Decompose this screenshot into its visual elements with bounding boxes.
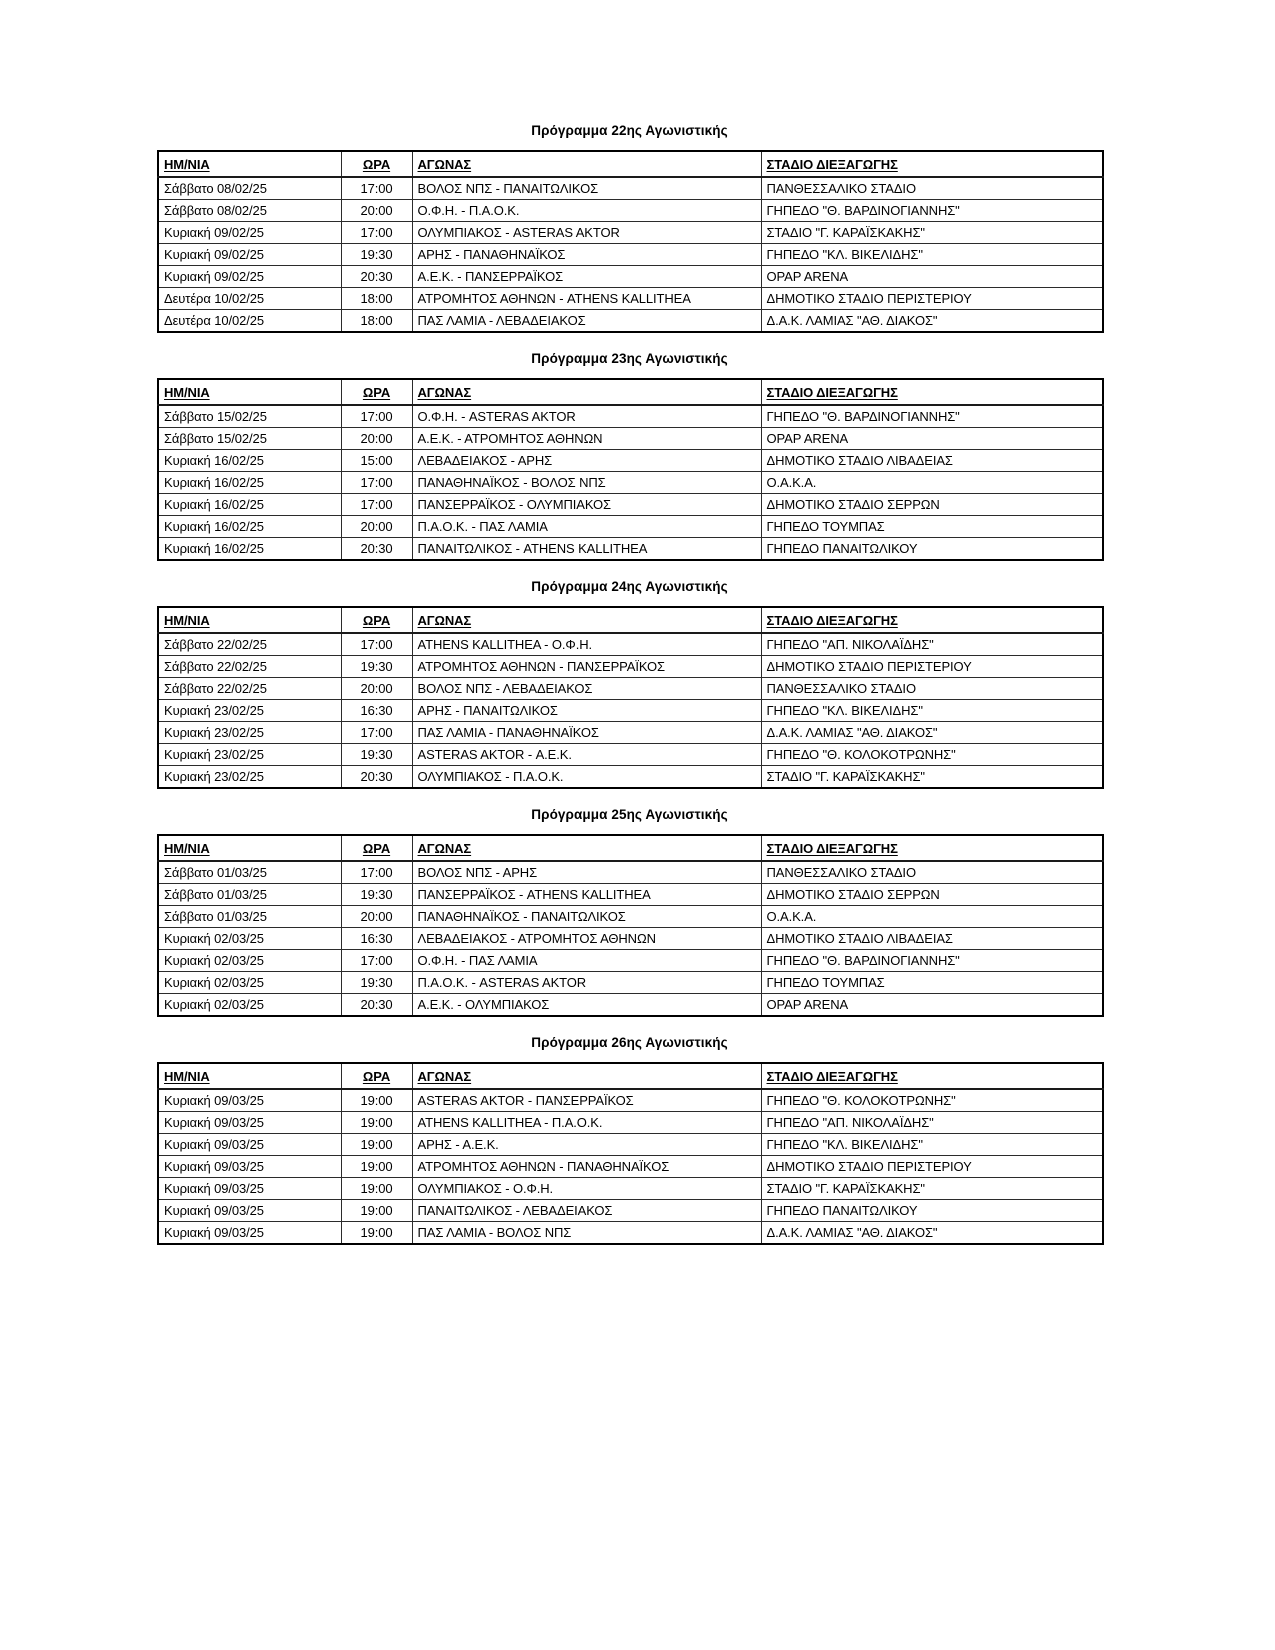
column-header-stadium: [761, 607, 1103, 633]
stadium-cell: OPAP ARENA: [761, 266, 1103, 288]
table-row: [158, 972, 1103, 994]
column-header-date: [158, 151, 341, 177]
column-header-label: ΑΓΩΝΑΣ: [417, 612, 472, 628]
stadium-cell: ΓΗΠΕΔΟ "ΑΠ. ΝΙΚΟΛΑΪΔΗΣ": [761, 633, 1103, 656]
schedule-table: [157, 150, 1104, 333]
match-cell: ΑΡΗΣ - Α.Ε.Κ.: [412, 1134, 761, 1156]
column-header-label: ΑΓΩΝΑΣ: [417, 1068, 472, 1084]
match-cell: ΑΡΗΣ - ΠΑΝΑΙΤΩΛΙΚΟΣ: [412, 700, 761, 722]
table-row: [158, 1156, 1103, 1178]
stadium-cell: Δ.Α.Κ. ΛΑΜΙΑΣ "ΑΘ. ΔΙΑΚΟΣ": [761, 1222, 1103, 1245]
time-cell: 17:00: [341, 950, 412, 972]
table-row: [158, 1089, 1103, 1112]
table-row: [158, 177, 1103, 200]
match-cell: Ο.Φ.Η. - ΠΑΣ ΛΑΜΙΑ: [412, 950, 761, 972]
schedule-table-body: [158, 405, 1103, 560]
date-cell: Σάββατο 22/02/25: [158, 633, 341, 656]
match-cell: ΛΕΒΑΔΕΙΑΚΟΣ - ΑΡΗΣ: [412, 450, 761, 472]
stadium-cell: ΓΗΠΕΔΟ "ΚΛ. ΒΙΚΕΛΙΔΗΣ": [761, 244, 1103, 266]
column-header-match: [412, 607, 761, 633]
stadium-cell: ΠΑΝΘΕΣΣΑΛΙΚΟ ΣΤΑΔΙΟ: [761, 678, 1103, 700]
column-header-label: ΑΓΩΝΑΣ: [417, 384, 472, 400]
column-header-time: [341, 835, 412, 861]
time-cell: 19:00: [341, 1134, 412, 1156]
time-cell: 20:00: [341, 906, 412, 928]
match-cell: ΠΑΝΑΘΗΝΑΪΚΟΣ - ΠΑΝΑΙΤΩΛΙΚΟΣ: [412, 906, 761, 928]
stadium-cell: OPAP ARENA: [761, 428, 1103, 450]
table-row: [158, 994, 1103, 1017]
time-cell: 15:00: [341, 450, 412, 472]
time-cell: 19:30: [341, 656, 412, 678]
header-row: [158, 151, 1103, 177]
match-cell: Α.Ε.Κ. - ΑΤΡΟΜΗΤΟΣ ΑΘΗΝΩΝ: [412, 428, 761, 450]
time-cell: 20:00: [341, 200, 412, 222]
time-cell: 19:30: [341, 972, 412, 994]
match-cell: ΟΛΥΜΠΙΑΚΟΣ - ASTERAS AKTOR: [412, 222, 761, 244]
column-header-label: ΣΤΑΔΙΟ ΔΙΕΞΑΓΩΓΗΣ: [766, 384, 898, 400]
stadium-cell: ΔΗΜΟΤΙΚΟ ΣΤΑΔΙΟ ΠΕΡΙΣΤΕΡΙΟΥ: [761, 656, 1103, 678]
column-header-date: [158, 835, 341, 861]
schedule-table: [157, 378, 1104, 561]
stadium-cell: ΣΤΑΔΙΟ "Γ. ΚΑΡΑΪΣΚΑΚΗΣ": [761, 766, 1103, 789]
date-cell: Σάββατο 15/02/25: [158, 428, 341, 450]
column-header-label: ΣΤΑΔΙΟ ΔΙΕΞΑΓΩΓΗΣ: [766, 840, 898, 856]
time-cell: 20:30: [341, 538, 412, 561]
table-row: [158, 633, 1103, 656]
table-row: [158, 222, 1103, 244]
date-cell: Κυριακή 02/03/25: [158, 928, 341, 950]
header-row: [158, 835, 1103, 861]
matchday-title: Πρόγραμμα 24ης Αγωνιστικής: [531, 579, 728, 594]
date-cell: Δευτέρα 10/02/25: [158, 310, 341, 333]
column-header-label: ΩΡΑ: [362, 612, 391, 628]
stadium-cell: ΔΗΜΟΤΙΚΟ ΣΤΑΔΙΟ ΣΕΡΡΩΝ: [761, 494, 1103, 516]
table-row: [158, 310, 1103, 333]
date-cell: Κυριακή 09/03/25: [158, 1156, 341, 1178]
column-header-time: [341, 607, 412, 633]
schedule-table-header: [158, 835, 1103, 861]
time-cell: 19:30: [341, 744, 412, 766]
time-cell: 19:00: [341, 1200, 412, 1222]
date-cell: Κυριακή 09/02/25: [158, 244, 341, 266]
column-header-label: ΗΜ/ΝΙΑ: [164, 156, 210, 172]
date-cell: Κυριακή 23/02/25: [158, 766, 341, 789]
stadium-cell: ΠΑΝΘΕΣΣΑΛΙΚΟ ΣΤΑΔΙΟ: [761, 861, 1103, 884]
table-row: [158, 1200, 1103, 1222]
schedule-table: [157, 606, 1104, 789]
time-cell: 20:00: [341, 428, 412, 450]
date-cell: Κυριακή 09/02/25: [158, 222, 341, 244]
time-cell: 19:00: [341, 1222, 412, 1245]
time-cell: 19:30: [341, 884, 412, 906]
column-header-date: [158, 379, 341, 405]
table-row: [158, 1178, 1103, 1200]
matchday-section: [157, 1035, 1102, 1245]
time-cell: 19:00: [341, 1156, 412, 1178]
column-header-label: ΗΜ/ΝΙΑ: [164, 612, 210, 628]
time-cell: 18:00: [341, 288, 412, 310]
date-cell: Κυριακή 16/02/25: [158, 450, 341, 472]
date-cell: Κυριακή 16/02/25: [158, 472, 341, 494]
date-cell: Κυριακή 02/03/25: [158, 994, 341, 1017]
match-cell: Ο.Φ.Η. - Π.Α.Ο.Κ.: [412, 200, 761, 222]
date-cell: Κυριακή 16/02/25: [158, 516, 341, 538]
table-row: [158, 1222, 1103, 1245]
schedule-table-header: [158, 607, 1103, 633]
table-row: [158, 950, 1103, 972]
matchday-section: [157, 579, 1102, 789]
table-row: [158, 1134, 1103, 1156]
column-header-stadium: [761, 151, 1103, 177]
time-cell: 17:00: [341, 722, 412, 744]
stadium-cell: ΣΤΑΔΙΟ "Γ. ΚΑΡΑΪΣΚΑΚΗΣ": [761, 1178, 1103, 1200]
match-cell: ΒΟΛΟΣ ΝΠΣ - ΠΑΝΑΙΤΩΛΙΚΟΣ: [412, 177, 761, 200]
header-row: [158, 1063, 1103, 1089]
column-header-stadium: [761, 835, 1103, 861]
time-cell: 17:00: [341, 177, 412, 200]
time-cell: 19:30: [341, 244, 412, 266]
table-row: [158, 906, 1103, 928]
column-header-label: ΩΡΑ: [362, 1068, 391, 1084]
matchday-section: [157, 351, 1102, 561]
schedule-table-header: [158, 1063, 1103, 1089]
date-cell: Σάββατο 22/02/25: [158, 678, 341, 700]
match-cell: ΑΡΗΣ - ΠΑΝΑΘΗΝΑΪΚΟΣ: [412, 244, 761, 266]
date-cell: Κυριακή 23/02/25: [158, 700, 341, 722]
column-header-label: ΣΤΑΔΙΟ ΔΙΕΞΑΓΩΓΗΣ: [766, 612, 898, 628]
date-cell: Κυριακή 23/02/25: [158, 722, 341, 744]
time-cell: 20:00: [341, 678, 412, 700]
stadium-cell: ΓΗΠΕΔΟ ΠΑΝΑΙΤΩΛΙΚΟΥ: [761, 1200, 1103, 1222]
stadium-cell: ΓΗΠΕΔΟ "Θ. ΒΑΡΔΙΝΟΓΙΑΝΝΗΣ": [761, 200, 1103, 222]
stadium-cell: ΓΗΠΕΔΟ "Θ. ΚΟΛΟΚΟΤΡΩΝΗΣ": [761, 744, 1103, 766]
time-cell: 17:00: [341, 405, 412, 428]
schedule-table-body: [158, 861, 1103, 1016]
table-row: [158, 861, 1103, 884]
stadium-cell: ΓΗΠΕΔΟ "ΚΛ. ΒΙΚΕΛΙΔΗΣ": [761, 700, 1103, 722]
stadium-cell: OPAP ARENA: [761, 994, 1103, 1017]
date-cell: Κυριακή 09/03/25: [158, 1222, 341, 1245]
table-row: [158, 288, 1103, 310]
match-cell: Ο.Φ.Η. - ASTERAS AKTOR: [412, 405, 761, 428]
column-header-time: [341, 379, 412, 405]
match-cell: ΑΤΡΟΜΗΤΟΣ ΑΘΗΝΩΝ - ATHENS KALLITHEA: [412, 288, 761, 310]
column-header-label: ΩΡΑ: [362, 840, 391, 856]
table-row: [158, 744, 1103, 766]
time-cell: 19:00: [341, 1178, 412, 1200]
table-row: [158, 722, 1103, 744]
date-cell: Σάββατο 01/03/25: [158, 861, 341, 884]
time-cell: 18:00: [341, 310, 412, 333]
stadium-cell: ΓΗΠΕΔΟ "Θ. ΚΟΛΟΚΟΤΡΩΝΗΣ": [761, 1089, 1103, 1112]
time-cell: 17:00: [341, 472, 412, 494]
schedule-document-content: [157, 123, 1102, 1263]
stadium-cell: Ο.Α.Κ.Α.: [761, 906, 1103, 928]
table-row: [158, 472, 1103, 494]
match-cell: ΠΑΝΑΘΗΝΑΪΚΟΣ - ΒΟΛΟΣ ΝΠΣ: [412, 472, 761, 494]
table-row: [158, 516, 1103, 538]
time-cell: 17:00: [341, 222, 412, 244]
stadium-cell: ΓΗΠΕΔΟ "ΚΛ. ΒΙΚΕΛΙΔΗΣ": [761, 1134, 1103, 1156]
match-cell: ATHENS KALLITHEA - Π.Α.Ο.Κ.: [412, 1112, 761, 1134]
match-cell: ΠΑΝΣΕΡΡΑΪΚΟΣ - ΟΛΥΜΠΙΑΚΟΣ: [412, 494, 761, 516]
table-row: [158, 538, 1103, 561]
time-cell: 20:00: [341, 516, 412, 538]
match-cell: ASTERAS AKTOR - Α.Ε.Κ.: [412, 744, 761, 766]
stadium-cell: ΔΗΜΟΤΙΚΟ ΣΤΑΔΙΟ ΛΙΒΑΔΕΙΑΣ: [761, 928, 1103, 950]
match-cell: ΠΑΝΑΙΤΩΛΙΚΟΣ - ATHENS KALLITHEA: [412, 538, 761, 561]
date-cell: Σάββατο 08/02/25: [158, 177, 341, 200]
date-cell: Κυριακή 16/02/25: [158, 494, 341, 516]
column-header-match: [412, 1063, 761, 1089]
match-cell: ΠΑΣ ΛΑΜΙΑ - ΠΑΝΑΘΗΝΑΪΚΟΣ: [412, 722, 761, 744]
stadium-cell: ΠΑΝΘΕΣΣΑΛΙΚΟ ΣΤΑΔΙΟ: [761, 177, 1103, 200]
table-row: [158, 200, 1103, 222]
time-cell: 20:30: [341, 766, 412, 789]
column-header-label: ΗΜ/ΝΙΑ: [164, 840, 210, 856]
stadium-cell: ΓΗΠΕΔΟ ΤΟΥΜΠΑΣ: [761, 972, 1103, 994]
matchday-title: Πρόγραμμα 26ης Αγωνιστικής: [531, 1035, 728, 1050]
matchday-title: Πρόγραμμα 23ης Αγωνιστικής: [531, 351, 728, 366]
match-cell: ΠΑΝΑΙΤΩΛΙΚΟΣ - ΛΕΒΑΔΕΙΑΚΟΣ: [412, 1200, 761, 1222]
table-row: [158, 405, 1103, 428]
date-cell: Κυριακή 09/02/25: [158, 266, 341, 288]
column-header-label: ΑΓΩΝΑΣ: [417, 156, 472, 172]
match-cell: Α.Ε.Κ. - ΠΑΝΣΕΡΡΑΪΚΟΣ: [412, 266, 761, 288]
table-row: [158, 884, 1103, 906]
date-cell: Σάββατο 15/02/25: [158, 405, 341, 428]
match-cell: ΒΟΛΟΣ ΝΠΣ - ΛΕΒΑΔΕΙΑΚΟΣ: [412, 678, 761, 700]
table-row: [158, 266, 1103, 288]
column-header-label: ΩΡΑ: [362, 384, 391, 400]
date-cell: Κυριακή 09/03/25: [158, 1089, 341, 1112]
stadium-cell: ΓΗΠΕΔΟ "Θ. ΒΑΡΔΙΝΟΓΙΑΝΝΗΣ": [761, 950, 1103, 972]
stadium-cell: Δ.Α.Κ. ΛΑΜΙΑΣ "ΑΘ. ΔΙΑΚΟΣ": [761, 722, 1103, 744]
stadium-cell: Δ.Α.Κ. ΛΑΜΙΑΣ "ΑΘ. ΔΙΑΚΟΣ": [761, 310, 1103, 333]
table-row: [158, 928, 1103, 950]
date-cell: Σάββατο 22/02/25: [158, 656, 341, 678]
date-cell: Κυριακή 02/03/25: [158, 972, 341, 994]
date-cell: Κυριακή 09/03/25: [158, 1134, 341, 1156]
time-cell: 16:30: [341, 928, 412, 950]
table-row: [158, 244, 1103, 266]
time-cell: 19:00: [341, 1089, 412, 1112]
date-cell: Κυριακή 23/02/25: [158, 744, 341, 766]
schedule-table-header: [158, 151, 1103, 177]
stadium-cell: ΣΤΑΔΙΟ "Γ. ΚΑΡΑΪΣΚΑΚΗΣ": [761, 222, 1103, 244]
match-cell: ΛΕΒΑΔΕΙΑΚΟΣ - ΑΤΡΟΜΗΤΟΣ ΑΘΗΝΩΝ: [412, 928, 761, 950]
match-cell: Π.Α.Ο.Κ. - ASTERAS AKTOR: [412, 972, 761, 994]
time-cell: 20:30: [341, 266, 412, 288]
time-cell: 16:30: [341, 700, 412, 722]
column-header-label: ΗΜ/ΝΙΑ: [164, 1068, 210, 1084]
match-cell: Π.Α.Ο.Κ. - ΠΑΣ ΛΑΜΙΑ: [412, 516, 761, 538]
match-cell: ΠΑΣ ΛΑΜΙΑ - ΛΕΒΑΔΕΙΑΚΟΣ: [412, 310, 761, 333]
column-header-match: [412, 151, 761, 177]
time-cell: 17:00: [341, 494, 412, 516]
date-cell: Κυριακή 02/03/25: [158, 950, 341, 972]
date-cell: Κυριακή 16/02/25: [158, 538, 341, 561]
match-cell: ΟΛΥΜΠΙΑΚΟΣ - Π.Α.Ο.Κ.: [412, 766, 761, 789]
match-cell: ATHENS KALLITHEA - Ο.Φ.Η.: [412, 633, 761, 656]
column-header-stadium: [761, 379, 1103, 405]
stadium-cell: ΓΗΠΕΔΟ "Θ. ΒΑΡΔΙΝΟΓΙΑΝΝΗΣ": [761, 405, 1103, 428]
matchday-section: [157, 123, 1102, 333]
date-cell: Σάββατο 08/02/25: [158, 200, 341, 222]
column-header-date: [158, 607, 341, 633]
schedule-table-body: [158, 1089, 1103, 1244]
match-cell: ΠΑΣ ΛΑΜΙΑ - ΒΟΛΟΣ ΝΠΣ: [412, 1222, 761, 1245]
schedule-table: [157, 1062, 1104, 1245]
header-row: [158, 379, 1103, 405]
date-cell: Κυριακή 09/03/25: [158, 1112, 341, 1134]
stadium-cell: ΔΗΜΟΤΙΚΟ ΣΤΑΔΙΟ ΠΕΡΙΣΤΕΡΙΟΥ: [761, 1156, 1103, 1178]
match-cell: Α.Ε.Κ. - ΟΛΥΜΠΙΑΚΟΣ: [412, 994, 761, 1017]
schedule-table-body: [158, 633, 1103, 788]
column-header-date: [158, 1063, 341, 1089]
date-cell: Κυριακή 09/03/25: [158, 1200, 341, 1222]
stadium-cell: ΔΗΜΟΤΙΚΟ ΣΤΑΔΙΟ ΣΕΡΡΩΝ: [761, 884, 1103, 906]
match-cell: ASTERAS AKTOR - ΠΑΝΣΕΡΡΑΪΚΟΣ: [412, 1089, 761, 1112]
column-header-match: [412, 379, 761, 405]
stadium-cell: ΔΗΜΟΤΙΚΟ ΣΤΑΔΙΟ ΛΙΒΑΔΕΙΑΣ: [761, 450, 1103, 472]
column-header-label: ΗΜ/ΝΙΑ: [164, 384, 210, 400]
time-cell: 17:00: [341, 633, 412, 656]
column-header-label: ΣΤΑΔΙΟ ΔΙΕΞΑΓΩΓΗΣ: [766, 1068, 898, 1084]
date-cell: Κυριακή 09/03/25: [158, 1178, 341, 1200]
table-row: [158, 428, 1103, 450]
stadium-cell: ΓΗΠΕΔΟ ΤΟΥΜΠΑΣ: [761, 516, 1103, 538]
column-header-label: ΑΓΩΝΑΣ: [417, 840, 472, 856]
stadium-cell: ΔΗΜΟΤΙΚΟ ΣΤΑΔΙΟ ΠΕΡΙΣΤΕΡΙΟΥ: [761, 288, 1103, 310]
match-cell: ΟΛΥΜΠΙΑΚΟΣ - Ο.Φ.Η.: [412, 1178, 761, 1200]
column-header-time: [341, 151, 412, 177]
table-row: [158, 450, 1103, 472]
table-row: [158, 656, 1103, 678]
table-row: [158, 766, 1103, 789]
matchday-title: Πρόγραμμα 25ης Αγωνιστικής: [531, 807, 728, 822]
stadium-cell: Ο.Α.Κ.Α.: [761, 472, 1103, 494]
column-header-label: ΣΤΑΔΙΟ ΔΙΕΞΑΓΩΓΗΣ: [766, 156, 898, 172]
header-row: [158, 607, 1103, 633]
match-cell: ΒΟΛΟΣ ΝΠΣ - ΑΡΗΣ: [412, 861, 761, 884]
time-cell: 17:00: [341, 861, 412, 884]
table-row: [158, 494, 1103, 516]
matchday-title: Πρόγραμμα 22ης Αγωνιστικής: [531, 123, 728, 138]
table-row: [158, 700, 1103, 722]
schedule-table-body: [158, 177, 1103, 332]
column-header-time: [341, 1063, 412, 1089]
date-cell: Σάββατο 01/03/25: [158, 884, 341, 906]
date-cell: Σάββατο 01/03/25: [158, 906, 341, 928]
match-cell: ΑΤΡΟΜΗΤΟΣ ΑΘΗΝΩΝ - ΠΑΝΑΘΗΝΑΪΚΟΣ: [412, 1156, 761, 1178]
match-cell: ΠΑΝΣΕΡΡΑΪΚΟΣ - ATHENS KALLITHEA: [412, 884, 761, 906]
column-header-match: [412, 835, 761, 861]
stadium-cell: ΓΗΠΕΔΟ ΠΑΝΑΙΤΩΛΙΚΟΥ: [761, 538, 1103, 561]
matchday-section: [157, 807, 1102, 1017]
date-cell: Δευτέρα 10/02/25: [158, 288, 341, 310]
schedule-table-header: [158, 379, 1103, 405]
table-row: [158, 1112, 1103, 1134]
schedule-table: [157, 834, 1104, 1017]
stadium-cell: ΓΗΠΕΔΟ "ΑΠ. ΝΙΚΟΛΑΪΔΗΣ": [761, 1112, 1103, 1134]
column-header-label: ΩΡΑ: [362, 156, 391, 172]
time-cell: 19:00: [341, 1112, 412, 1134]
table-row: [158, 678, 1103, 700]
match-cell: ΑΤΡΟΜΗΤΟΣ ΑΘΗΝΩΝ - ΠΑΝΣΕΡΡΑΪΚΟΣ: [412, 656, 761, 678]
column-header-stadium: [761, 1063, 1103, 1089]
time-cell: 20:30: [341, 994, 412, 1017]
